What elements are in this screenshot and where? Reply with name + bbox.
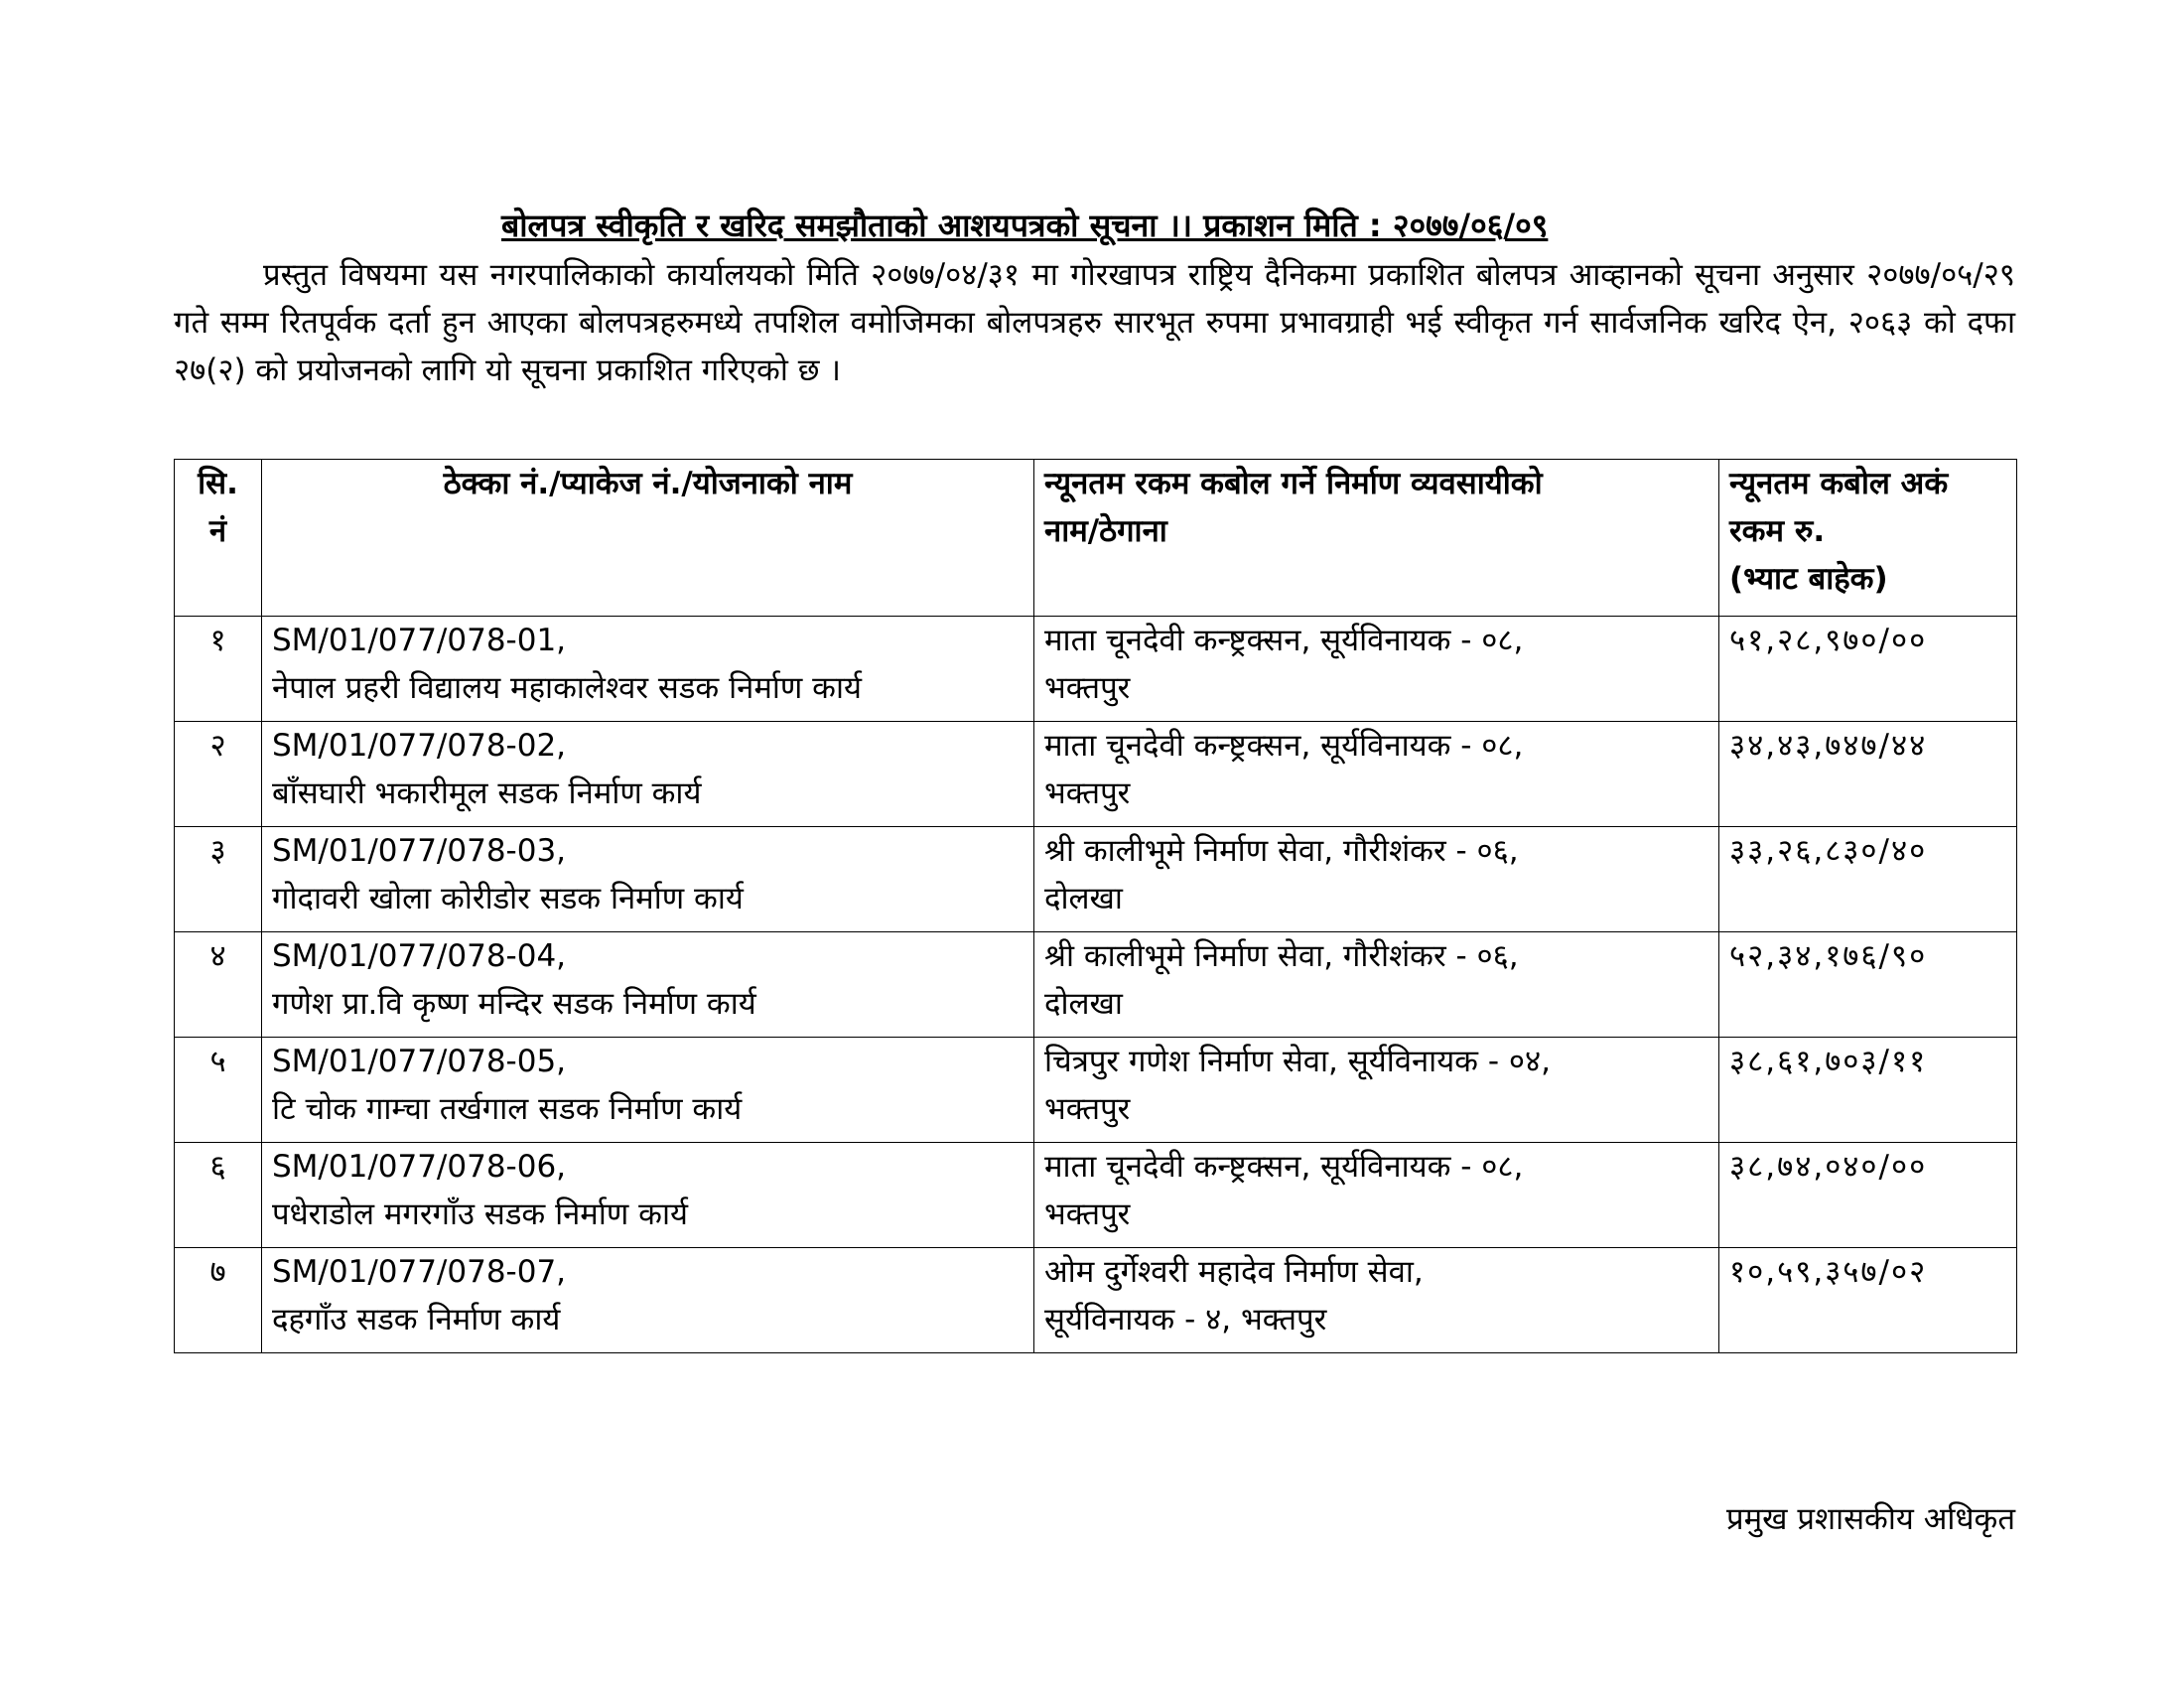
package-code: SM/01/077/078-07, xyxy=(272,1254,567,1290)
header-amount-line3: (भ्याट बाहेक) xyxy=(1729,561,1888,597)
amount-cell: ५१,२८,९७०/०० xyxy=(1719,617,2017,722)
project-name: दहगाँउ सडक निर्माण कार्य xyxy=(272,1302,561,1337)
contractor-line1: ओम दुर्गेश्वरी महादेव निर्माण सेवा, xyxy=(1044,1254,1424,1290)
project-name: गोदावरी खोला कोरीडोर सडक निर्माण कार्य xyxy=(272,881,744,916)
contractor-line1: माता चूनदेवी कन्ष्ट्रक्सन, सूर्यविनायक - ०८, xyxy=(1044,623,1524,658)
project-cell xyxy=(262,1248,1034,1353)
amount-cell: ३४,४३,७४७/४४ xyxy=(1719,722,2017,827)
header-contractor xyxy=(1034,460,1719,617)
package-code: SM/01/077/078-01, xyxy=(272,623,567,658)
serial-number-cell: २ xyxy=(175,722,262,827)
serial-number-cell: ७ xyxy=(175,1248,262,1353)
contractor-line2: भक्तपुर xyxy=(1044,670,1131,706)
header-serial-line2: नं xyxy=(208,513,227,549)
table-row xyxy=(175,1248,2017,1353)
table-row xyxy=(175,827,2017,932)
contractor-line1: माता चूनदेवी कन्ष्ट्रक्सन, सूर्यविनायक - ०८, xyxy=(1044,1149,1524,1185)
project-cell xyxy=(262,1143,1034,1248)
table-row xyxy=(175,722,2017,827)
notice-paragraph: प्रस्तुत विषयमा यस नगरपालिकाको कार्यालयको मिति २०७७/०४/३१ मा गोरखापत्र राष्ट्रिय दैनिकमा प्रकाशित बोलपत्र आव्हानको सूचना अनुसार २०७७/०५/२९ गते सम्म रितपूर्वक दर्ता हुन आएका बोलपत्रहरुमध्ये तपशिल वमोजिमका बोलपत्रहरु सारभूत रुपमा प्रभावग्राही भई स्वीकृत गर्न सार्वजनिक खरिद ऐन, २०६३ को दफा २७(२) को प्रयोजनको लागि यो सूचना प्रकाशित गरिएको छ । xyxy=(174,257,2015,388)
contractor-line1: माता चूनदेवी कन्ष्ट्रक्सन, सूर्यविनायक - ०८, xyxy=(1044,728,1524,764)
contractor-line1: चित्रपुर गणेश निर्माण सेवा, सूर्यविनायक - ०४, xyxy=(1044,1044,1551,1079)
table-header-row xyxy=(175,460,2017,617)
header-serial-number xyxy=(175,460,262,617)
contractor-cell xyxy=(1034,1038,1719,1143)
contractor-cell xyxy=(1034,1248,1719,1353)
project-name: पधेराडोल मगरगाँउ सडक निर्माण कार्य xyxy=(272,1196,688,1232)
serial-number-cell: ४ xyxy=(175,932,262,1038)
serial-number-cell: ५ xyxy=(175,1038,262,1143)
bid-acceptance-table xyxy=(174,459,2017,1353)
contractor-line2: सूर्यविनायक - ४, भक्तपुर xyxy=(1044,1302,1327,1337)
table-row xyxy=(175,1038,2017,1143)
amount-cell: ३८,७४,०४०/०० xyxy=(1719,1143,2017,1248)
project-cell xyxy=(262,827,1034,932)
project-name: बाँसघारी भकारीमूल सडक निर्माण कार्य xyxy=(272,775,702,811)
header-amount-line2: रकम रु. xyxy=(1729,513,1826,549)
notice-title: बोलपत्र स्वीकृति र खरिद समझौताको आशयपत्रको सूचना ।। प्रकाशन मिति : २०७७/०६/०९ xyxy=(501,207,1549,244)
project-cell xyxy=(262,932,1034,1038)
contractor-line1: श्री कालीभूमे निर्माण सेवा, गौरीशंकर - ०६, xyxy=(1044,833,1519,869)
package-code: SM/01/077/078-02, xyxy=(272,728,567,764)
project-cell xyxy=(262,617,1034,722)
header-project-name: ठेक्का नं./प्याकेज नं./योजनाको नाम xyxy=(262,460,1034,617)
project-name: गणेश प्रा.वि कृष्ण मन्दिर सडक निर्माण कार्य xyxy=(272,986,756,1022)
contractor-cell xyxy=(1034,722,1719,827)
amount-cell: ३८,६१,७०३/११ xyxy=(1719,1038,2017,1143)
contractor-line2: भक्तपुर xyxy=(1044,775,1131,811)
contractor-cell xyxy=(1034,1143,1719,1248)
package-code: SM/01/077/078-04, xyxy=(272,938,567,974)
contractor-cell xyxy=(1034,932,1719,1038)
contractor-cell xyxy=(1034,617,1719,722)
table-row xyxy=(175,932,2017,1038)
package-code: SM/01/077/078-05, xyxy=(272,1044,567,1079)
header-amount xyxy=(1719,460,2017,617)
serial-number-cell: ६ xyxy=(175,1143,262,1248)
table-row xyxy=(175,617,2017,722)
contractor-cell xyxy=(1034,827,1719,932)
contractor-line2: दोलखा xyxy=(1044,986,1123,1022)
amount-cell: ५२,३४,१७६/९० xyxy=(1719,932,2017,1038)
project-name: नेपाल प्रहरी विद्यालय महाकालेश्वर सडक निर्माण कार्य xyxy=(272,670,862,706)
serial-number-cell: ३ xyxy=(175,827,262,932)
contractor-line2: भक्तपुर xyxy=(1044,1196,1131,1232)
header-serial-line1: सि. xyxy=(198,466,238,501)
serial-number-cell: १ xyxy=(175,617,262,722)
project-cell xyxy=(262,722,1034,827)
table-row xyxy=(175,1143,2017,1248)
header-contractor-line2: नाम/ठेगाना xyxy=(1044,513,1167,549)
header-amount-line1: न्यूनतम कबोल अकं xyxy=(1729,466,1949,501)
contractor-line1: श्री कालीभूमे निर्माण सेवा, गौरीशंकर - ०६, xyxy=(1044,938,1519,974)
contractor-line2: दोलखा xyxy=(1044,881,1123,916)
header-contractor-line1: न्यूनतम रकम कबोल गर्ने निर्माण व्यवसायीको xyxy=(1044,466,1543,501)
contractor-line2: भक्तपुर xyxy=(1044,1091,1131,1127)
package-code: SM/01/077/078-06, xyxy=(272,1149,567,1185)
project-cell xyxy=(262,1038,1034,1143)
amount-cell: १०,५९,३५७/०२ xyxy=(1719,1248,2017,1353)
project-name: टि चोक गाम्चा तर्खगाल सडक निर्माण कार्य xyxy=(272,1091,743,1127)
package-code: SM/01/077/078-03, xyxy=(272,833,567,869)
signatory-title: प्रमुख प्रशासकीय अधिकृत xyxy=(1725,1501,2015,1537)
amount-cell: ३३,२६,८३०/४० xyxy=(1719,827,2017,932)
